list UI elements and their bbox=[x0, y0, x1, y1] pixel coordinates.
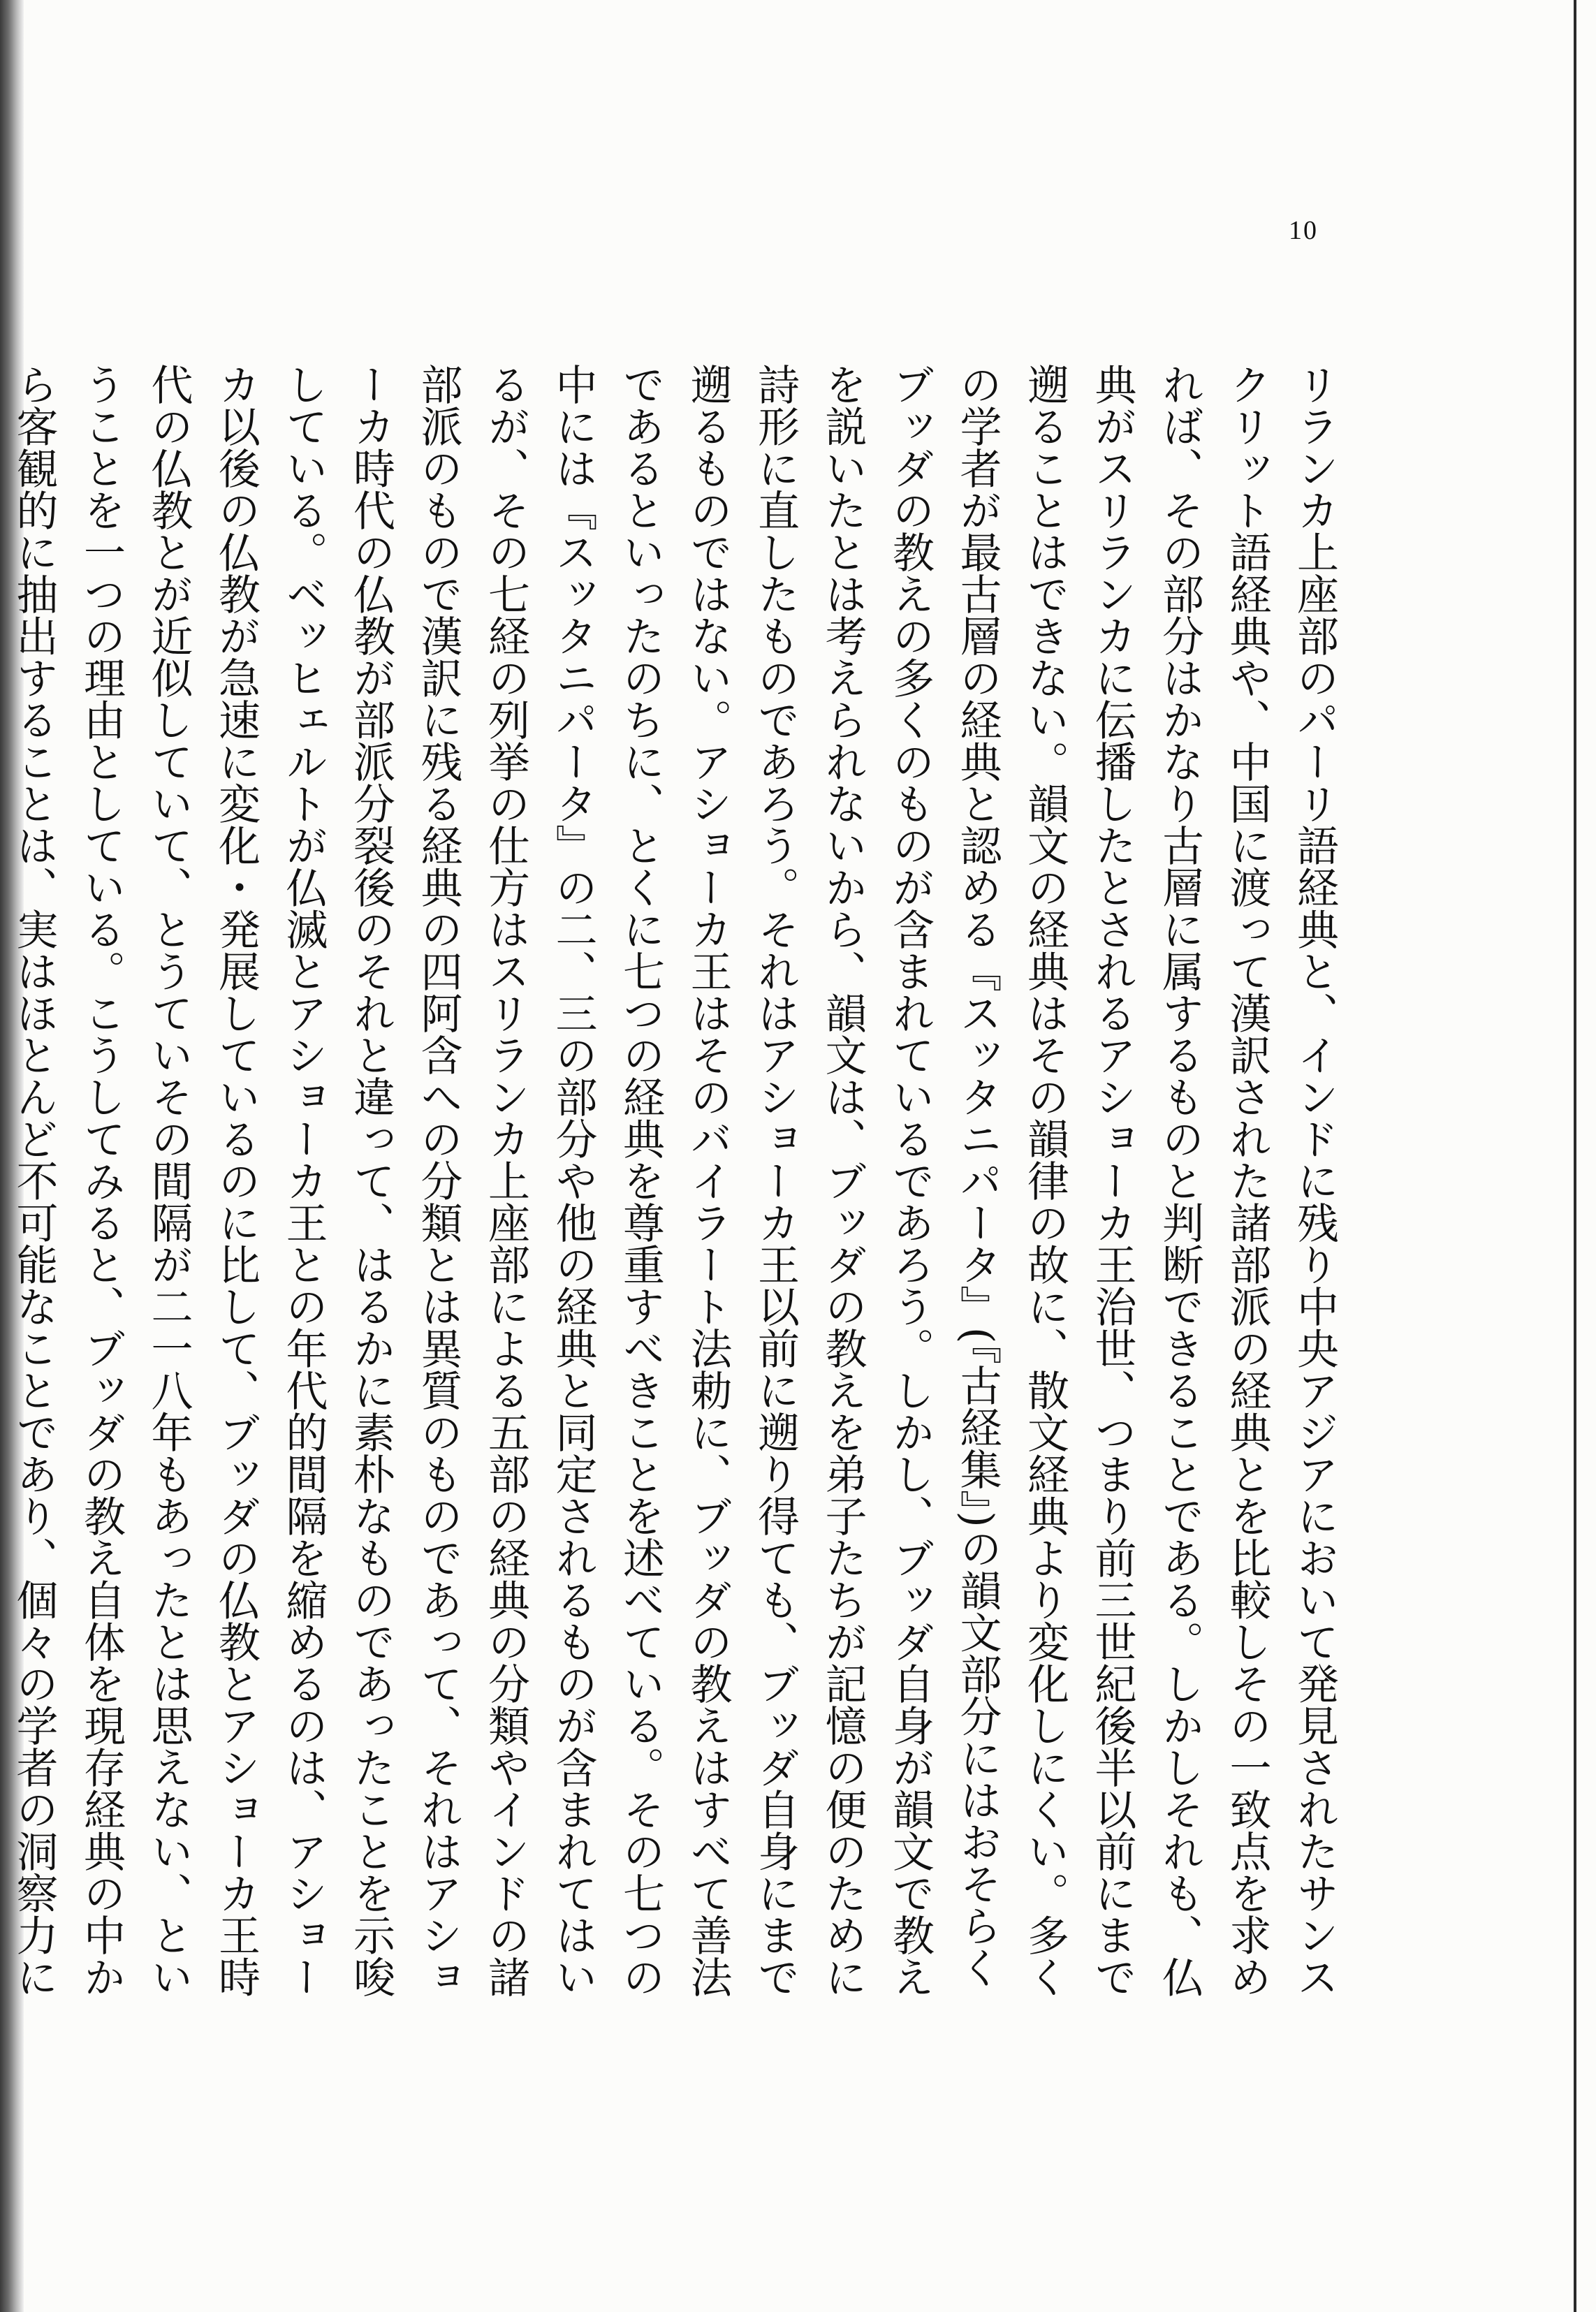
page-edge-line bbox=[1574, 0, 1576, 2312]
body-text bbox=[0, 363, 1348, 1998]
paragraph-1: リランカ上座部のパーリ語経典と、インドに残り中央アジアにおいて発見されたサンスクリット語経典や、中国に渡って漢訳された諸部派の経典とを比較しその一致点を求めれば、その部分はかなり古層に属するものと判断できることである。しかしそれも、仏典がスリランカに伝播したとされるアショーカ王治世、つまり前三世紀後半以前にまで遡ることはできない。韻文の経典はその韻律の故に、散文経典より変化しにくい。多くの学者が最古層の経典と認める『スッタニパータ』(『古経集』)の韻文部分にはおそらくブッダの教えの多くのものが含まれているであろう。しかし、ブッダ自身が韻文で教えを説いたとは考えられないから、韻文は、ブッダの教えを弟子たちが記憶の便のために詩形に直したものであろう。それはアショーカ王以前に遡り得ても、ブッダ自身にまで遡るものではない。アショーカ王はそのバイラート法勅に、ブッダの教えはすべて善法であるといったのちに、とくに七つの経典を尊重すべきことを述べている。その七つの中には『スッタニパータ』の二、三の部分や他の経典と同定されるものが含まれてはいるが、その七経の列挙の仕方はスリランカ上座部による五部の経典の分類やインドの諸部派のもので漢訳に残る経典の四阿含への分類とは異質のものであって、それはアショーカ時代の仏教が部派分裂後のそれと違って、はるかに素朴なものであったことを示唆している。ベッヒェルトが仏滅とアショーカ王との年代的間隔を縮めるのは、アショーカ以後の仏教が急速に変化・発展しているのに比して、ブッダの仏教とアショーカ王時代の仏教とが近似していて、とうていその間隔が二一八年もあったとは思えない、ということを一つの理由としている。こうしてみると、ブッダの教え自体を現存経典の中から客観的に抽出することは、実はほとんど不可能なことであり、個々の学者の洞察力に bbox=[9, 363, 1339, 1998]
page-number: 10 bbox=[1289, 216, 1318, 245]
